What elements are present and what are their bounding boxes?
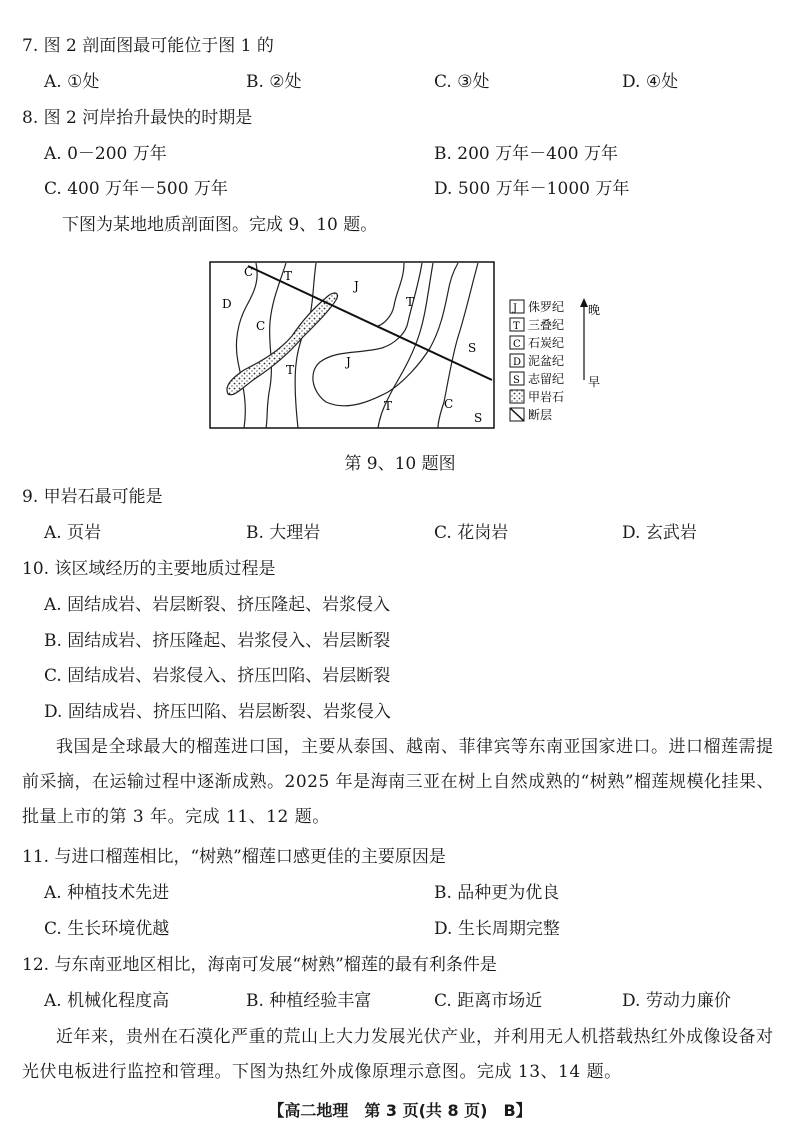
q12-option-a: A. 机械化程度高 bbox=[44, 991, 170, 1011]
q11-option-a: A. 种植技术先进 bbox=[44, 883, 170, 903]
q8-stem: 8. 图 2 河岸抬升最快的时期是 bbox=[22, 108, 253, 128]
q9-option-b: B. 大理岩 bbox=[246, 523, 321, 543]
svg-text:C: C bbox=[513, 339, 521, 350]
q10-option-a: A. 固结成岩、岩层断裂、挤压隆起、岩浆侵入 bbox=[44, 595, 391, 615]
intro-9-10: 下图为某地地质剖面图。完成 9、10 题。 bbox=[62, 215, 378, 235]
q7-option-b: B. ②处 bbox=[246, 72, 302, 92]
svg-text:J: J bbox=[513, 303, 518, 314]
q11-option-b: B. 品种更为优良 bbox=[434, 883, 560, 903]
geologic-section-figure bbox=[208, 252, 604, 438]
intro-11-12: 我国是全球最大的榴莲进口国，主要从泰国、越南、菲律宾等东南亚国家进口。进口榴莲需提前采摘，在运输过程中逐渐成熟。2025 年是海南三亚在树上自然成熟的“树熟”榴莲规模化挂果、批量上市的第 3 年。完成 11、12 题。 bbox=[22, 737, 775, 827]
q7-option-a: A. ①处 bbox=[44, 72, 100, 92]
q8-option-c: C. 400 万年－500 万年 bbox=[44, 179, 228, 199]
q7-option-d: D. ④处 bbox=[622, 72, 679, 92]
q11-stem: 11. 与进口榴莲相比，“树熟”榴莲口感更佳的主要原因是 bbox=[22, 847, 446, 867]
legend bbox=[510, 298, 600, 422]
q12-option-b: B. 种植经验丰富 bbox=[246, 991, 372, 1011]
q8-option-a: A. 0－200 万年 bbox=[44, 144, 167, 164]
q7-option-c: C. ③处 bbox=[434, 72, 490, 92]
figure-caption: 第 9、10 题图 bbox=[344, 454, 456, 474]
intro-13-14: 近年来，贵州在石漠化严重的荒山上大力发展光伏产业，并利用无人机搭载热红外成像设备对光伏电板进行监控和管理。下图为热红外成像原理示意图。完成 13、14 题。 bbox=[22, 1027, 774, 1082]
q12-option-d: D. 劳动力廉价 bbox=[622, 991, 731, 1011]
q10-option-c: C. 固结成岩、岩浆侵入、挤压凹陷、岩层断裂 bbox=[44, 666, 391, 686]
label-c3: C bbox=[444, 397, 454, 411]
svg-text:甲岩石: 甲岩石 bbox=[528, 390, 565, 404]
svg-text:断层: 断层 bbox=[528, 408, 553, 422]
q11-option-d: D. 生长周期完整 bbox=[434, 919, 560, 939]
label-t2: T bbox=[406, 295, 415, 309]
legend-item-j bbox=[510, 299, 564, 314]
q12-stem: 12. 与东南亚地区相比，海南可发展“树熟”榴莲的最有利条件是 bbox=[22, 955, 497, 975]
label-s2: S bbox=[474, 411, 483, 425]
label-j2: J bbox=[346, 355, 351, 369]
q9-option-a: A. 页岩 bbox=[44, 523, 102, 543]
legend-item-t bbox=[510, 318, 564, 332]
q10-option-d: D. 固结成岩、挤压凹陷、岩层断裂、岩浆侵入 bbox=[44, 702, 391, 722]
q8-option-d: D. 500 万年－1000 万年 bbox=[434, 179, 630, 199]
svg-text:石炭纪: 石炭纪 bbox=[528, 336, 565, 350]
arrow-label-early: 早 bbox=[588, 375, 601, 389]
q10-option-b: B. 固结成岩、挤压隆起、岩浆侵入、岩层断裂 bbox=[44, 631, 391, 651]
label-t3: T bbox=[286, 363, 295, 377]
svg-text:S: S bbox=[513, 375, 520, 386]
legend-item-intrusive bbox=[510, 389, 564, 404]
q9-option-c: C. 花岗岩 bbox=[434, 523, 509, 543]
arrow-label-late: 晚 bbox=[588, 303, 601, 317]
q12-option-c: C. 距离市场近 bbox=[434, 991, 543, 1011]
label-s1: S bbox=[468, 341, 477, 355]
svg-text:志留纪: 志留纪 bbox=[528, 372, 565, 386]
geologic-section-svg bbox=[208, 252, 604, 438]
legend-item-d bbox=[510, 354, 564, 368]
q7-stem: 7. 图 2 剖面图最可能位于图 1 的 bbox=[22, 36, 274, 56]
age-arrow-head bbox=[580, 298, 588, 307]
svg-text:T: T bbox=[513, 321, 520, 332]
label-c1: C bbox=[244, 265, 254, 279]
label-d1: D bbox=[222, 297, 232, 311]
q9-stem: 9. 甲岩石最可能是 bbox=[22, 487, 163, 507]
label-t4: T bbox=[384, 399, 393, 413]
label-t1: T bbox=[284, 269, 293, 283]
svg-text:D: D bbox=[513, 357, 522, 368]
q9-option-d: D. 玄武岩 bbox=[622, 523, 697, 543]
q10-stem: 10. 该区域经历的主要地质过程是 bbox=[22, 559, 276, 579]
legend-item-fault bbox=[510, 407, 552, 422]
label-c2: C bbox=[256, 319, 266, 333]
label-j1: J bbox=[354, 279, 359, 293]
q8-option-b: B. 200 万年－400 万年 bbox=[434, 144, 619, 164]
svg-text:三叠纪: 三叠纪 bbox=[528, 318, 565, 332]
svg-text:泥盆纪: 泥盆纪 bbox=[528, 354, 565, 368]
svg-text:侏罗纪: 侏罗纪 bbox=[528, 300, 565, 314]
legend-item-s bbox=[510, 371, 564, 386]
legend-item-c bbox=[510, 335, 564, 350]
page-footer: 【高二地理 第 3 页(共 8 页) B】 bbox=[268, 1101, 532, 1120]
q11-option-c: C. 生长环境优越 bbox=[44, 919, 170, 939]
